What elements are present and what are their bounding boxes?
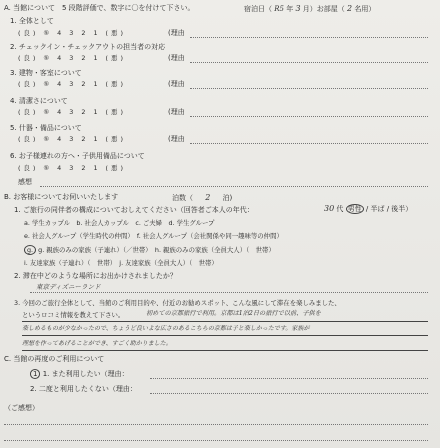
companions-options-ij[interactable]: i. 友達家族（子連れ）（ 世帯） j. 友達家族（全員大人）（ 世帯） [24,259,218,267]
q5-reason-label: (理由 [168,135,185,143]
age-field[interactable]: 30 代 男性 / 半ば / 後半） [324,204,413,213]
revisit-yes-line[interactable] [150,378,428,379]
review-question: 3. 今回のご旅行全体として、当館のご利用目的や、付近のお勧めスポット、こんな風にして滞在を楽しみました、 [14,299,341,307]
q1-reason-line[interactable] [190,37,428,38]
impression-line[interactable] [4,424,428,425]
q4-rating[interactable]: (良) ⑤ 4 3 2 1 (悪) [18,108,126,116]
section-a-heading: A. 当館について 5 段階評価で、数字に〇を付けて下さい。 [4,4,195,12]
review-answer-1[interactable]: 初めての京都旅行で利用。京都は1泊2日の旅行で以前、子供を [146,310,321,317]
section-b-heading: B. お客様についてお伺いいたします [4,193,119,201]
revisit-yes[interactable]: 1 1. また利用したい（理由： [30,371,129,378]
q4-reason-line[interactable] [190,116,428,117]
q1-rating[interactable]: (良) ⑤ 4 3 2 1 (悪) [18,29,126,37]
q1-title: 1. 全体として [10,17,54,25]
review-question-2: というロコミ情報を教えて下さい。 [22,311,125,319]
review-line-1 [22,321,428,322]
outings-line [30,292,428,293]
q3-reason-line[interactable] [190,88,428,89]
q5-title: 5. 什器・備品について [10,124,82,132]
revisit-no-line[interactable] [150,393,428,394]
impression-line-2[interactable] [4,440,428,441]
q6-impression-label: 感想 [18,178,32,186]
nights-field: 泊数（ 2 泊) [172,193,233,202]
q6-rating[interactable]: (良) ⑤ 4 3 2 1 (悪) [18,164,126,172]
review-line-3 [22,350,428,351]
q2-reason-line[interactable] [190,62,428,63]
q4-reason-label: (理由 [168,108,185,116]
q4-title: 4. 清潔さについて [10,97,68,105]
q6-impression-line[interactable] [40,186,428,187]
companions-options-ad[interactable]: a. 学生カップル b. 社会人カップル c. ご夫婦 d. 学生グループ [24,219,215,227]
review-answer-2[interactable]: 楽しめるものが少なかったので、ちょうど良いよな広さのあるこちらの京都は子と楽しかったです。家族が [22,325,310,332]
q2-rating[interactable]: (良) ⑤ 4 3 2 1 (悪) [18,54,126,62]
q3-reason-label: (理由 [168,80,185,88]
q2-title: 2. チェックイン・チェックアウトの担当者の対応 [10,43,166,51]
q6-title: 6. お子様連れの方へ・子供用備品について [10,152,145,160]
stay-date-field: 宿泊日（ R5 年 3 月）お部屋（ 2 名用） [244,4,376,13]
q5-reason-line[interactable] [190,143,428,144]
q2-reason-label: (理由 [168,54,185,62]
section-c-heading: C. 当館の再度のご利用について [4,355,105,363]
impression-label: （ご感想） [4,404,39,412]
q3-title: 3. 建物・客室について [10,69,82,77]
companions-question: 1. ご旅行の同伴者の構成についておしえてください（回答者ご本人の年代： [14,206,254,214]
outings-answer[interactable]: 東京ディズニーランド [36,283,101,291]
review-line-2 [22,335,428,336]
companions-options-gh[interactable]: g. g. 親族のみの家族（子連れ）（／世帯） h. 親族のみの家族（全員大人）（ 世帯） [24,247,275,253]
companions-options-ef[interactable]: e. 社会人グループ（学生時代の仲間） f. 社会人グループ（会社関係や同一趣味等の仲間） [24,232,283,240]
q1-reason-label: (理由 [168,29,185,37]
q3-rating[interactable]: (良) ⑤ 4 3 2 1 (悪) [18,80,126,88]
q5-rating[interactable]: (良) ⑤ 4 3 2 1 (悪) [18,135,126,143]
outings-question: 2. 滞在中どのような場所にお出かけされましたか？ [14,272,177,280]
revisit-no[interactable]: 2. 二度と利用したくない（理由： [30,385,137,393]
review-answer-3[interactable]: 理想を作ってあげることができ、すごく助かりました。 [22,340,172,347]
